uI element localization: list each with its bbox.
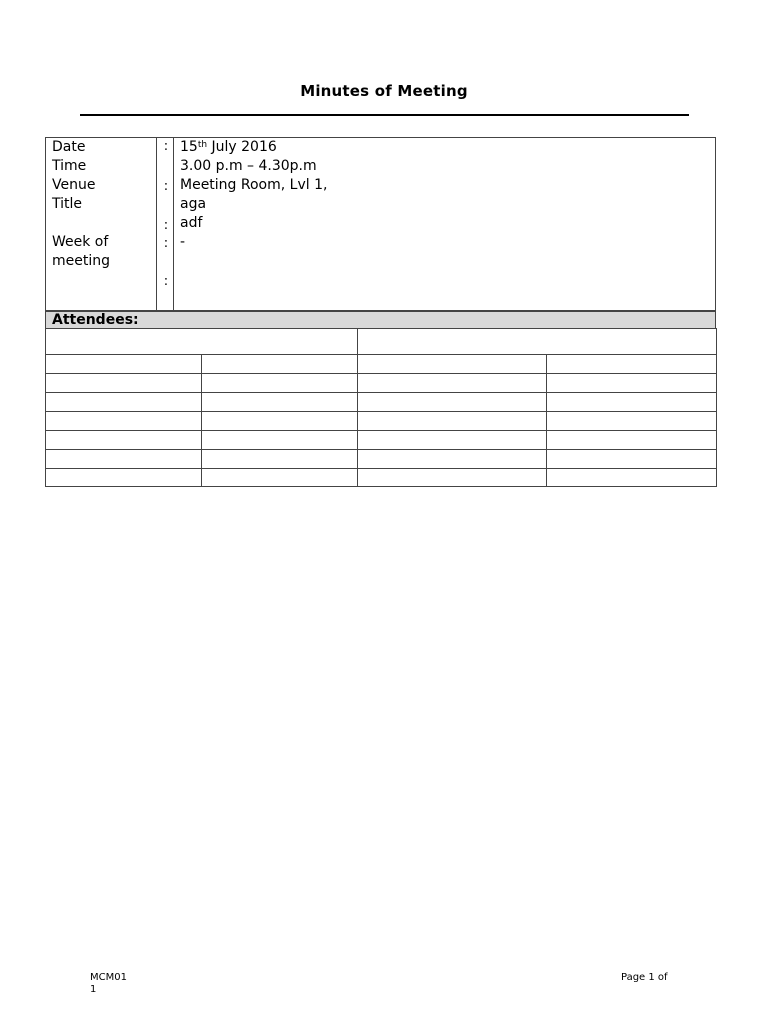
row-line (45, 430, 717, 431)
value-time: 3.00 p.m – 4.30p.m (180, 158, 317, 174)
col-line (201, 354, 202, 487)
row-line (45, 354, 717, 355)
footer-page-number: Page 1 of (621, 972, 668, 983)
value-line-5: adf (180, 215, 203, 231)
attendees-header: Attendees: (45, 311, 716, 329)
info-values (180, 138, 327, 252)
row-line (45, 373, 717, 374)
col-line (716, 328, 717, 487)
value-line-6: - (180, 234, 186, 250)
date-day: 15 (180, 139, 198, 155)
col-line (45, 328, 46, 487)
col-line (357, 328, 358, 487)
label-meeting: meeting (52, 253, 111, 269)
row-line (45, 328, 717, 329)
title-underline (80, 114, 689, 116)
row-line (45, 486, 717, 487)
colon: : (163, 236, 169, 251)
label-week-of: Week of (52, 234, 109, 250)
colon: : (163, 179, 169, 194)
info-labels (52, 138, 156, 271)
label-venue: Venue (52, 177, 96, 193)
colon: : (163, 139, 169, 154)
value-line-4: aga (180, 196, 207, 212)
row-line (45, 468, 717, 469)
col-line (546, 354, 547, 487)
value-date (180, 138, 327, 157)
row-line (45, 449, 717, 450)
value-venue: Meeting Room, Lvl 1, (180, 177, 328, 193)
row-line (45, 411, 717, 412)
column-divider (156, 138, 157, 310)
colon: : (163, 218, 169, 233)
page-title: Minutes of Meeting (300, 82, 468, 100)
colon: : (163, 274, 169, 289)
attendees-table (45, 328, 717, 487)
label-date: Date (52, 139, 86, 155)
label-time: Time (52, 158, 87, 174)
meeting-info-table (45, 137, 716, 311)
row-line (45, 392, 717, 393)
date-suffix: th (197, 140, 208, 150)
date-month-year: July 2016 (207, 139, 277, 155)
label-blank (52, 214, 156, 233)
footer-document-code: MCM01 1 (90, 972, 127, 995)
label-title: Title (52, 196, 83, 212)
